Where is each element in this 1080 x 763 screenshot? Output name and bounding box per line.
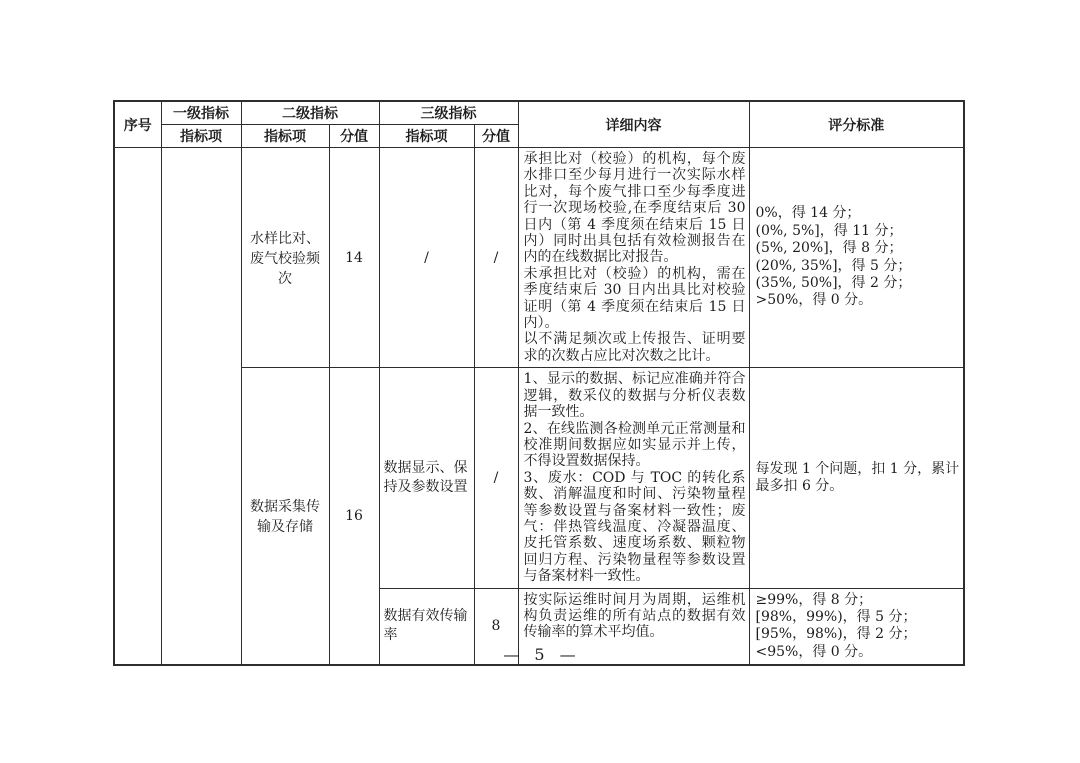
header-level3-item: 指标项 xyxy=(379,125,474,148)
serial-cell xyxy=(114,148,161,666)
page-number: — 5 — xyxy=(503,645,577,664)
detail-paragraph: 2、在线监测各检测单元正常测量和校准期间数据应如实显示并上传，不得设置数据保持。 xyxy=(523,420,746,470)
level2-indicator-r2: 数据采集传输及存储 xyxy=(241,368,329,665)
scoring-line: <95%，得 0 分。 xyxy=(755,643,873,660)
scoring-line: (35%, 50%]，得 2 分； xyxy=(755,275,912,292)
detail-cell-r2 xyxy=(518,368,749,588)
level3-score-r1: / xyxy=(474,148,518,368)
scoring-cell-r2 xyxy=(749,368,964,588)
level3-indicator-r3: 数据有效传输率 xyxy=(379,588,474,665)
detail-paragraph: 1、显示的数据、标记应准确并符合逻辑，数采仪的数据与分析仪表数据一致性。 xyxy=(523,371,746,421)
header-serial: 序号 xyxy=(114,101,161,148)
scoring-line: 0%，得 14 分； xyxy=(755,205,861,222)
detail-paragraph: 承担比对（校验）的机构，每个废水排口至少每月进行一次实际水样比对，每个废气排口至少每季度进行一次现场校验,在季度结束后 30 日内（第 4 季度须在结束后 15 日内）同时出具包括有效检测报告在内的在线数据比对报告。 xyxy=(523,151,746,266)
evaluation-criteria-table xyxy=(113,100,965,666)
detail-paragraph: 3、废水：COD 与 TOC 的转化系数、消解温度和时间、污染物量程等参数设置与备案材料一致性；废气：伴热管线温度、冷凝器温度、皮托管系数、速度场系数、颗粒物回归方程、污染物量程等参数设置与备案材料一致性。 xyxy=(523,469,746,585)
scoring-line: (5%, 20%]，得 8 分； xyxy=(755,240,903,257)
header-level3-score: 分值 xyxy=(474,125,518,148)
header-level2-score: 分值 xyxy=(329,125,379,148)
scoring-line: (20%, 35%]，得 5 分； xyxy=(755,257,912,274)
detail-paragraph: 按实际运维时间月为周期，运维机构负责运维的所有站点的数据有效传输率的算术平均值。 xyxy=(523,591,746,641)
header-level2-item: 指标项 xyxy=(241,125,329,148)
level1-indicator-cell xyxy=(161,148,241,666)
detail-cell-r1 xyxy=(518,148,749,368)
detail-paragraph: 以不满足频次或上传报告、证明要求的次数占应比对次数之比计。 xyxy=(523,331,746,364)
scoring-line: 每发现 1 个问题，扣 1 分，累计最多扣 6 分。 xyxy=(755,460,960,494)
detail-paragraph: 未承担比对（校验）的机构，需在季度结束后 30 日内出具比对校验证明（第 4 季度须在结束后 15 日内）。 xyxy=(523,265,746,332)
scoring-cell-r1 xyxy=(749,148,964,368)
header-level3: 三级指标 xyxy=(379,101,518,125)
scoring-line: >50%，得 0 分。 xyxy=(755,292,873,309)
level3-score-r2: / xyxy=(474,368,518,588)
level3-indicator-r1: / xyxy=(379,148,474,368)
level2-score-r2: 16 xyxy=(329,368,379,665)
level2-score-r1: 14 xyxy=(329,148,379,368)
header-level1-item: 指标项 xyxy=(161,125,241,148)
scoring-line: ≥99%，得 8 分； xyxy=(755,591,873,608)
header-level1: 一级指标 xyxy=(161,101,241,125)
scoring-line: [95%，98%)，得 2 分； xyxy=(755,626,917,643)
level3-indicator-r2: 数据显示、保持及参数设置 xyxy=(379,368,474,588)
scoring-line: (0%, 5%]，得 11 分； xyxy=(755,222,903,239)
level2-indicator-r1: 水样比对、废气校验频次 xyxy=(241,148,329,368)
header-detail: 详细内容 xyxy=(518,101,749,148)
level3-score-r3: 8 xyxy=(474,588,518,665)
header-scoring: 评分标准 xyxy=(749,101,964,148)
header-level2: 二级指标 xyxy=(241,101,379,125)
scoring-line: [98%，99%)，得 5 分； xyxy=(755,608,917,625)
